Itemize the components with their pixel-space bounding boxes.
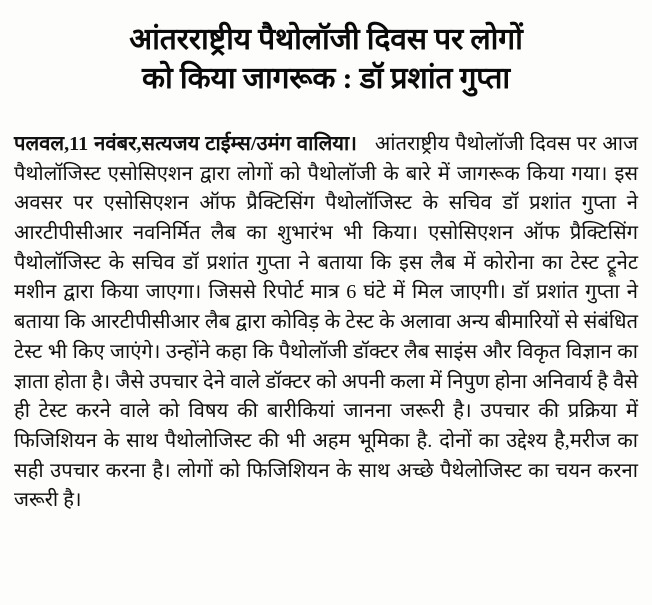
headline-line-1: आंतरराष्ट्रीय पैथोलॉजी दिवस पर लोगों bbox=[129, 23, 523, 56]
page-title bbox=[18, 20, 634, 98]
headline-line-2: को किया जागरूक : डॉ प्रशांत गुप्ता bbox=[141, 62, 510, 95]
body-spacer bbox=[363, 133, 375, 155]
article-body bbox=[14, 130, 638, 516]
article-body-text: आंतराष्ट्रीय पैथोलॉजी दिवस पर आज पैथोलॉजिस्ट एसोसिएशन द्वारा लोगों को पैथोलॉजी के बारे में जागरूक किया गया। इस अवसर पर एसोसिएशन ऑफ प्रैक्टिसिंग पैथोलॉजिस्ट के सचिव डॉ प्रशांत गुप्ता ने आरटीपीसीआर नवनिर्मित लैब का शुभारंभ भी किया। एसोसिएशन ऑफ प्रैक्टिसिंग पैथोलॉजिस्ट के सचिव डॉ प्रशांत गुप्ता ने बताया कि इस लैब में कोरोना का टेस्ट ट्रूनेट मशीन द्वारा किया जाएगा। जिससे रिपोर्ट मात्र 6 घंटे में मिल जाएगी। डॉ प्रशांत गुप्ता ने बताया कि आरटीपीसीआर लैब द्वारा कोविड़ के टेस्ट के अलावा अन्य बीमारियों से संबंधित टेस्ट भी किए जाएंगे। उन्होंने कहा कि पैथोलॉजी डॉक्टर लैब साइंस और विकृत विज्ञान का ज्ञाता होता है। जैसे उपचार देने वाले डॉक्टर को अपनी कला में निपुण होना अनिवार्य है वैसे ही टेस्ट करने वाले को विषय की बारीकियां जानना जरूरी है। उपचार की प्रक्रिया में फिजिशियन के साथ पैथोलोजिस्ट की भी अहम भूमिका है. दोनों का उद्देश्य है,मरीज का सही उपचार करना है। लोगों को फिजिशियन के साथ अच्छे पैथेलोजिस्ट का चयन करना जरूरी है। bbox=[14, 133, 638, 512]
dateline: पलवल,11 नवंबर,सत्यजय टाईम्स/उमंग वालिया। bbox=[14, 133, 357, 155]
